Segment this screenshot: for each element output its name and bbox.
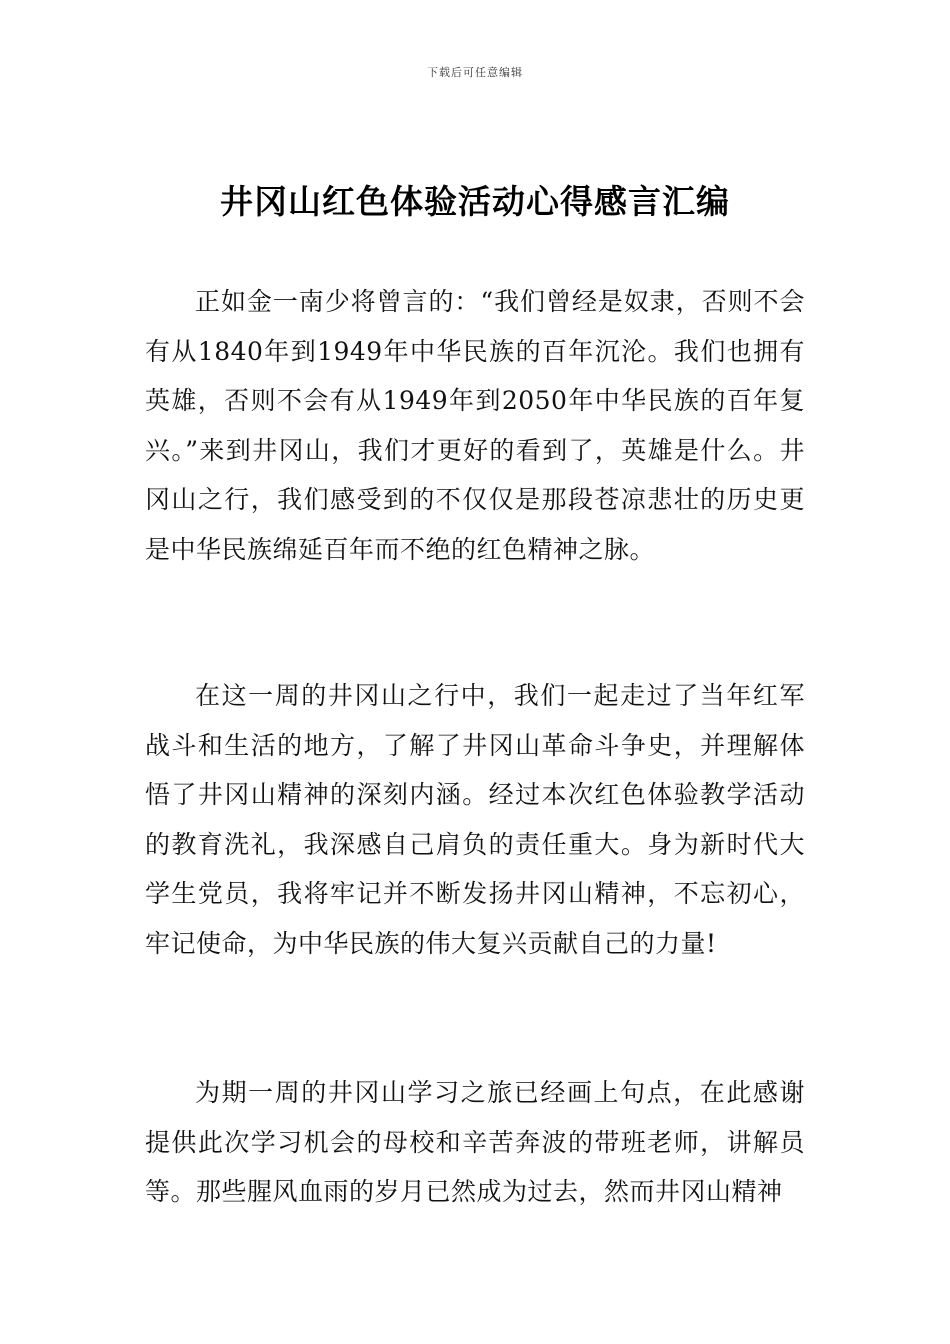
page-header-note: 下载后可任意编辑 bbox=[427, 66, 523, 79]
paragraph-1: 正如金一南少将曾言的：“我们曾经是奴隶，否则不会有从1840年到1949年中华民族的百年沉沦。我们也拥有英雄，否则不会有从1949年到2050年中华民族的百年复兴。”来到井冈山，我们才更好的看到了，英雄是什么。井冈山之行，我们感受到的不仅仅是那段苍凉悲壮的历史更是中华民族绵延百年而不绝的红色精神之脉。 bbox=[145, 287, 805, 564]
paragraph-2: 在这一周的井冈山之行中，我们一起走过了当年红军战斗和生活的地方，了解了井冈山革命斗争史，并理解体悟了井冈山精神的深刻内涵。经过本次红色体验教学活动的教育洗礼，我深感自己肩负的责任重大。身为新时代大学生党员，我将牢记并不断发扬井冈山精神，不忘初心，牢记使命，为中华民族的伟大复兴贡献自己的力量! bbox=[145, 681, 805, 958]
paragraph-3: 为期一周的井冈山学习之旅已经画上句点，在此感谢提供此次学习机会的母校和辛苦奔波的带班老师，讲解员等。那些腥风血雨的岁月已然成为过去，然而井冈山精神 bbox=[145, 1078, 805, 1207]
document-title: 井冈山红色体验活动心得感言汇编 bbox=[220, 182, 730, 221]
